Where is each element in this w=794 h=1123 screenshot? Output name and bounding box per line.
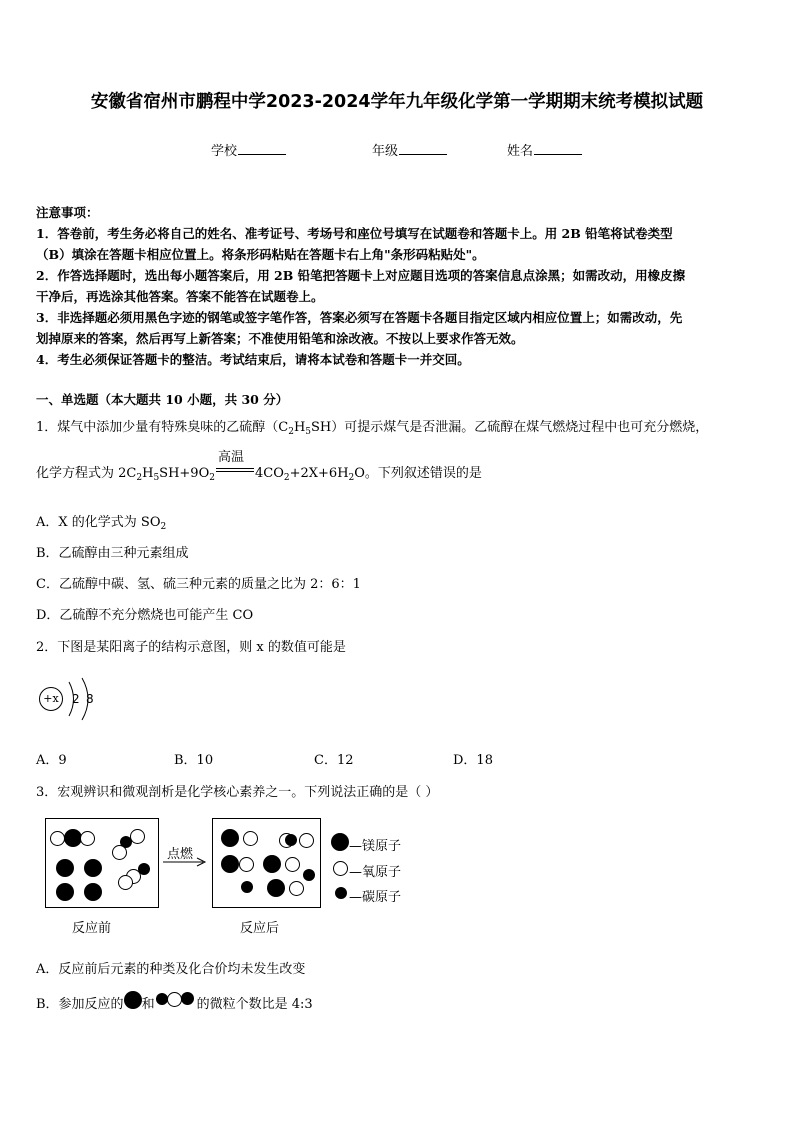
oxygen-atom: [285, 857, 300, 872]
oxygen-atom: [289, 881, 304, 896]
reaction-before-box: [45, 818, 159, 908]
carbon-atom: [285, 834, 297, 846]
magnesium-atom: [84, 883, 102, 901]
shell-1-electrons: 2: [72, 692, 80, 706]
magnesium-atom: [56, 883, 74, 901]
question-2-option-b[interactable]: B．10: [174, 753, 214, 768]
school-field[interactable]: [211, 140, 286, 159]
reaction-arrow: [161, 856, 209, 868]
grade-label: 年级: [372, 144, 399, 159]
question-2-option-d[interactable]: D．18: [453, 753, 493, 768]
shell-2-electrons: 8: [86, 692, 94, 706]
oxygen-atom: [243, 831, 258, 846]
after-label: 反应后: [240, 921, 280, 936]
arrow-label: 点燃: [167, 847, 194, 862]
question-1-option-b[interactable]: B．乙硫醇由三种元素组成: [36, 546, 189, 561]
reaction-condition: 高温: [216, 466, 254, 478]
section-heading: 一、单选题（本大题共 10 小题，共 30 分）: [36, 392, 289, 407]
question-1-option-a[interactable]: A．X 的化学式为 $SO_2$: [36, 515, 167, 532]
legend-magnesium: —镁原子: [349, 839, 402, 854]
oxygen-atom: [80, 831, 95, 846]
name-label: 姓名: [507, 144, 534, 159]
grade-blank[interactable]: [399, 143, 447, 155]
legend-magnesium-marker: [331, 833, 349, 851]
question-3-stem: 3．宏观辨识和微观剖析是化学核心素养之一。下列说法正确的是（ ）: [36, 785, 439, 800]
question-1-stem: 1．煤气中添加少量有特殊臭味的乙硫醇$(C_2H_5SH)$可提示煤气是否泄漏。乙硫醇在煤气燃烧过程中也可充分燃烧，: [36, 420, 709, 437]
magnesium-atom: [267, 879, 285, 897]
magnesium-atom: [84, 859, 102, 877]
carbon-atom: [241, 881, 253, 893]
oxygen-atom: [112, 845, 127, 860]
notes-line: 3．非选择题必须用黑色字迹的钢笔或签字笔作答，答案必须写在答题卡各题目指定区域内相应位置上；如需改动，先: [36, 310, 683, 325]
question-3-option-a[interactable]: A．反应前后元素的种类及化合价均未发生改变: [36, 962, 306, 977]
oxygen-atom: [299, 833, 314, 848]
oxygen-atom: [130, 829, 145, 844]
page-title: 安徽省宿州市鹏程中学2023-2024学年九年级化学第一学期期末统考模拟试题: [90, 92, 704, 112]
legend-carbon: —碳原子: [349, 890, 402, 905]
notes-heading: 注意事项：: [36, 205, 99, 220]
oxygen-atom: [118, 875, 133, 890]
magnesium-atom: [56, 859, 74, 877]
question-3-option-b[interactable]: B．参加反应的 和 的微粒个数比是 4:3: [36, 993, 313, 1012]
grade-field[interactable]: [372, 140, 447, 159]
carbon-atom: [303, 869, 315, 881]
oxygen-atom: [239, 857, 254, 872]
co2-particle-icon: [155, 994, 197, 1008]
question-1-equation: 化学方程式为 $2C_2H_5SH+9O_2$ 高温 $4CO_2+2X+6H_2O$。下列叙述错误的是: [36, 450, 482, 483]
before-label: 反应前: [72, 921, 112, 936]
question-1-option-d[interactable]: D．乙硫醇不充分燃烧也可能产生 CO: [36, 608, 254, 623]
notes-line: 4．考生必须保证答题卡的整洁。考试结束后，请将本试卷和答题卡一并交回。: [36, 352, 470, 367]
question-2-stem: 2．下图是某阳离子的结构示意图，则 x 的数值可能是: [36, 640, 346, 655]
oxygen-atom: [50, 831, 65, 846]
question-2-option-a[interactable]: A．9: [36, 753, 67, 768]
name-field[interactable]: [507, 140, 582, 159]
mg-particle-icon: [124, 994, 142, 1008]
reaction-after-box: [212, 818, 321, 908]
legend-oxygen-marker: [333, 861, 348, 876]
notes-line: （B）填涂在答题卡相应位置上。将条形码粘贴在答题卡右上角"条形码粘贴处"。: [36, 247, 485, 262]
magnesium-atom: [221, 829, 239, 847]
notes-line: 1．答卷前，考生务必将自己的姓名、准考证号、考场号和座位号填写在试题卷和答题卡上。用 2B 铅笔将试卷类型: [36, 226, 673, 241]
magnesium-atom: [221, 855, 239, 873]
magnesium-atom: [263, 855, 281, 873]
notes-line: 2．作答选择题时，选出每小题答案后，用 2B 铅笔把答题卡上对应题目选项的答案信息点涂黑；如需改动，用橡皮擦: [36, 268, 686, 283]
question-2-option-c[interactable]: C．12: [314, 753, 354, 768]
notes-line: 干净后，再选涂其他答案。答案不能答在试题卷上。: [36, 289, 324, 304]
legend-carbon-marker: [335, 887, 347, 899]
question-1-option-c[interactable]: C．乙硫醇中碳、氢、硫三种元素的质量之比为 2：6：1: [36, 577, 361, 592]
legend-oxygen: —氧原子: [349, 865, 402, 880]
school-blank[interactable]: [238, 143, 286, 155]
school-label: 学校: [211, 144, 238, 159]
electron-shells-diagram: [60, 676, 110, 722]
name-blank[interactable]: [534, 143, 582, 155]
notes-line: 划掉原来的答案，然后再写上新答案；不准使用铅笔和涂改液。不按以上要求作答无效。: [36, 331, 524, 346]
ion-nucleus: +x: [39, 687, 63, 711]
